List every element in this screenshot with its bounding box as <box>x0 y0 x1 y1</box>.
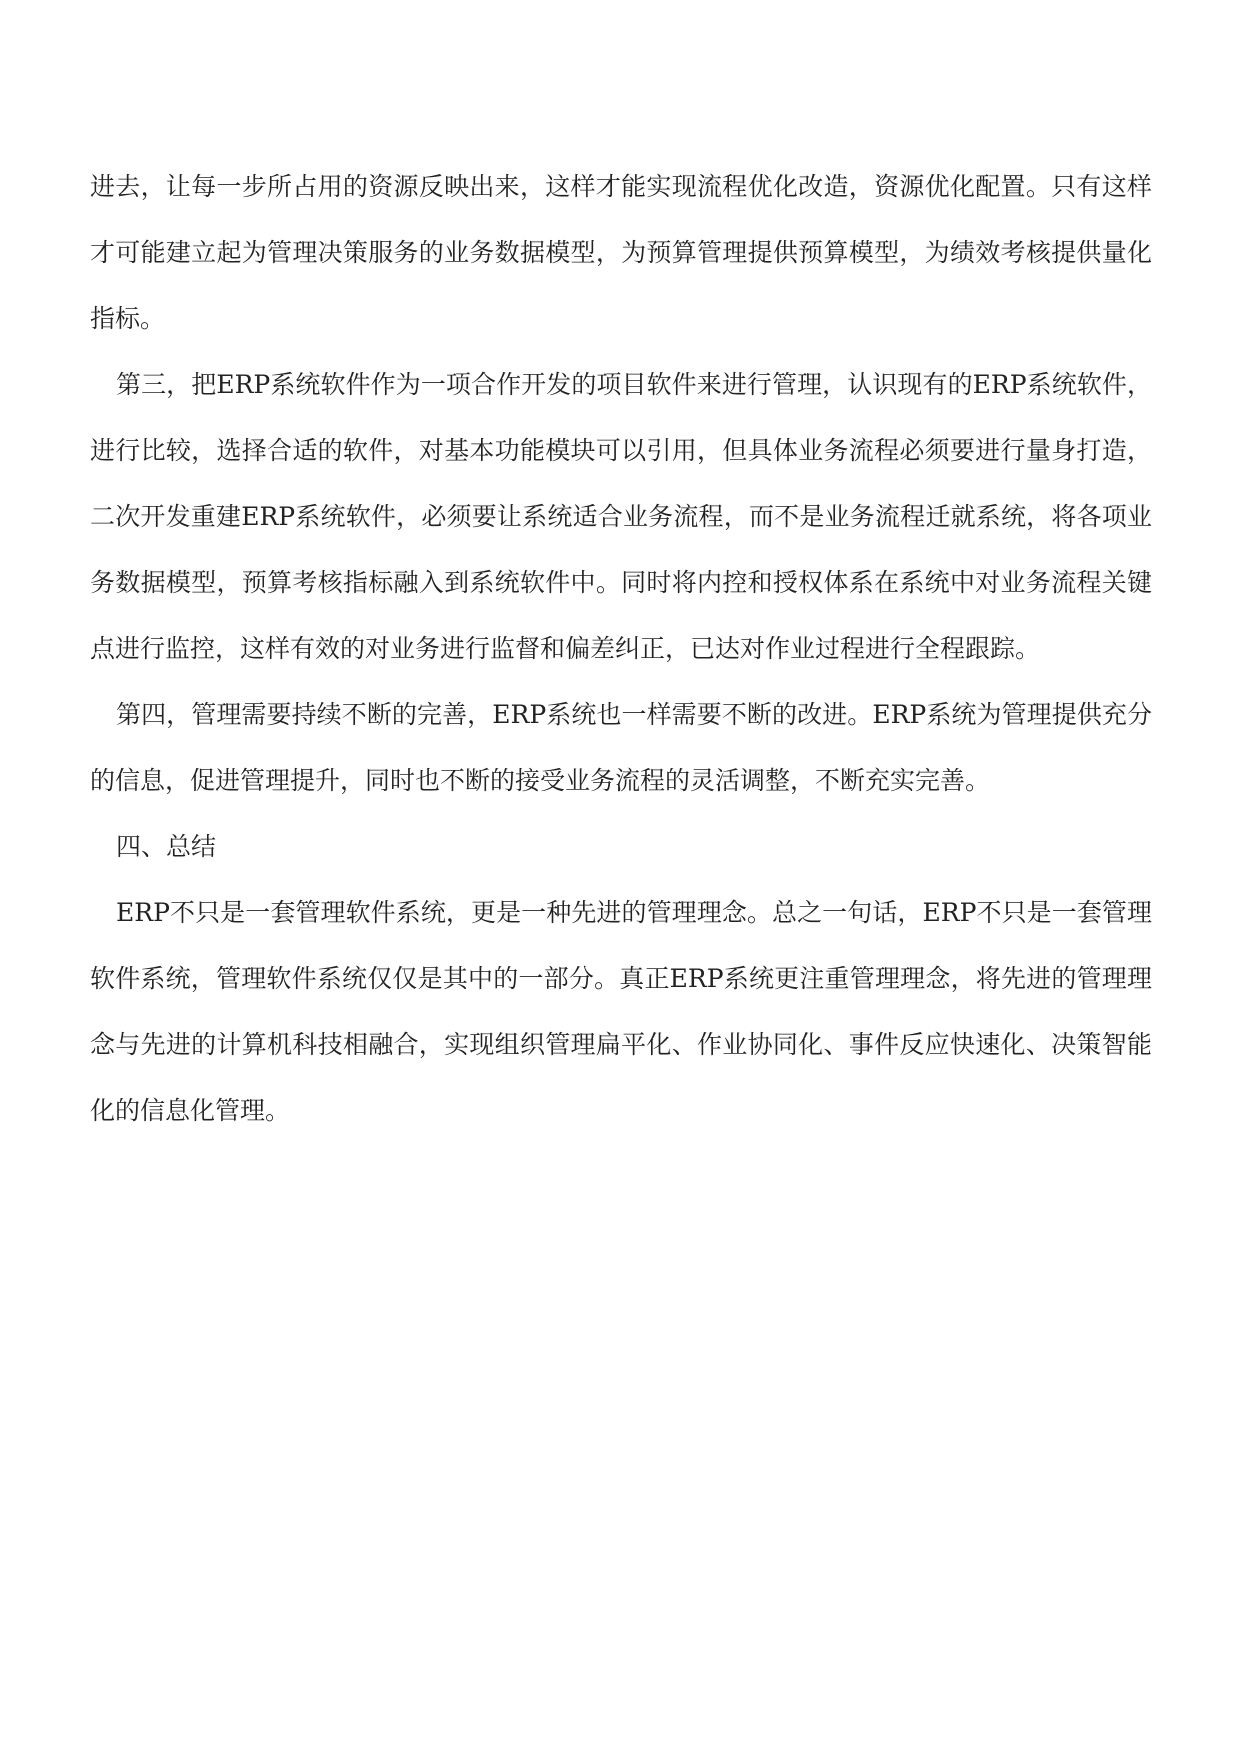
paragraph-summary: ERP不只是一套管理软件系统，更是一种先进的管理理念。总之一句话，ERP不只是一套管理软件系统，管理软件系统仅仅是其中的一部分。真正ERP系统更注重管理理念，将先进的管理理念与先进的计算机科技相融合，实现组织管理扁平化、作业协同化、事件反应快速化、决策智能化的信息化管理。 <box>90 898 1152 1125</box>
section-heading-summary: 四、总结 <box>116 832 217 861</box>
paragraph-continuation: 进去，让每一步所占用的资源反映出来，这样才能实现流程优化改造，资源优化配置。只有这样才可能建立起为管理决策服务的业务数据模型，为预算管理提供预算模型，为绩效考核提供量化指标。 <box>90 172 1152 333</box>
document-body <box>90 154 1152 1144</box>
paragraph-point-four: 第四，管理需要持续不断的完善，ERP系统也一样需要不断的改进。ERP系统为管理提供充分的信息，促进管理提升，同时也不断的接受业务流程的灵活调整，不断充实完善。 <box>90 700 1152 795</box>
paragraph-point-three: 第三，把ERP系统软件作为一项合作开发的项目软件来进行管理，认识现有的ERP系统软件，进行比较，选择合适的软件，对基本功能模块可以引用，但具体业务流程必须要进行量身打造，二次开发重建ERP系统软件，必须要让系统适合业务流程，而不是业务流程迁就系统，将各项业务数据模型，预算考核指标融入到系统软件中。同时将内控和授权体系在系统中对业务流程关键点进行监控，这样有效的对业务进行监督和偏差纠正，已达对作业过程进行全程跟踪。 <box>90 370 1152 663</box>
